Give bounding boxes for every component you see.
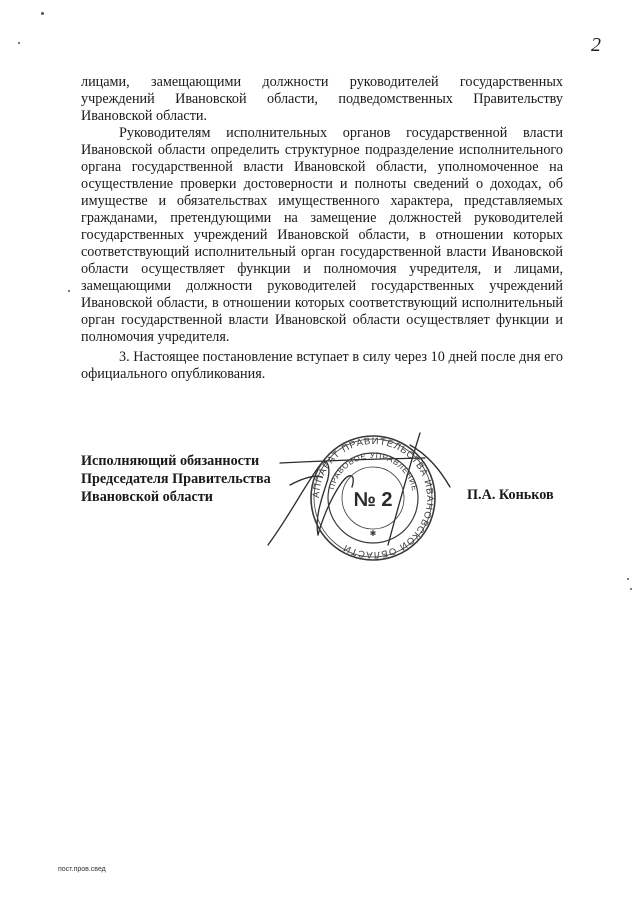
signatory-title <box>81 452 271 506</box>
signatory-title-line: Ивановской области <box>81 489 213 505</box>
seal-star-icon: ✱ <box>369 529 377 538</box>
paragraph-effective-date: 3. Настоящее постановление вступает в силу через 10 дней после дня его официального опубликования. <box>81 349 563 382</box>
official-seal <box>309 434 437 562</box>
scan-speck <box>630 588 632 590</box>
signatory-name: П.А. Коньков <box>467 487 554 503</box>
paragraph-heads-of-executive-bodies: Руководителям исполнительных органов государственной власти Ивановской области определить структурное подразделение исполнительного органа государственной власти Ивановской области, уполномоченное на осуществление проверки достоверности и полноты сведений о доходах, об имуществе и обязательствах имущественного характера, представляемых гражданами, претендующими на замещение должностей руководителей государственных учреждений Ивановской области, в отношении которых соответствующий исполнительный орган государственной власти Ивановской области осуществляет функции и полномочия учредителя, и лицами, замещающими должности руководителей государственных учреждений Ивановской области, в отношении которых соответствующий исполнительный орган государственной власти Ивановской области осуществляет функции и полномочия учредителя. <box>81 125 563 345</box>
scan-speck <box>18 42 20 44</box>
seal-inner-text: ПРАВОВОЕ УПРАВЛЕНИЕ <box>326 450 420 493</box>
seal-number: № 2 <box>353 489 393 511</box>
scan-speck <box>41 12 44 15</box>
footer-file-code: пост.пров.свед <box>58 866 106 873</box>
signatory-title-line: Председателя Правительства <box>81 471 271 487</box>
page-number: 2 <box>591 34 601 56</box>
seal-outer-text: АППАРАТ ПРАВИТЕЛЬСТВА ИВАНОВСКОЙ ОБЛАСТИ <box>310 435 436 561</box>
scan-speck <box>68 290 70 292</box>
paragraph-continuation: лицами, замещающими должности руководителей государственных учреждений Ивановской области, подведомственных Правительству Ивановской области. <box>81 74 563 124</box>
scan-speck <box>627 578 629 580</box>
signatory-title-line: Исполняющий обязанности <box>81 453 260 469</box>
document-body <box>81 74 563 383</box>
